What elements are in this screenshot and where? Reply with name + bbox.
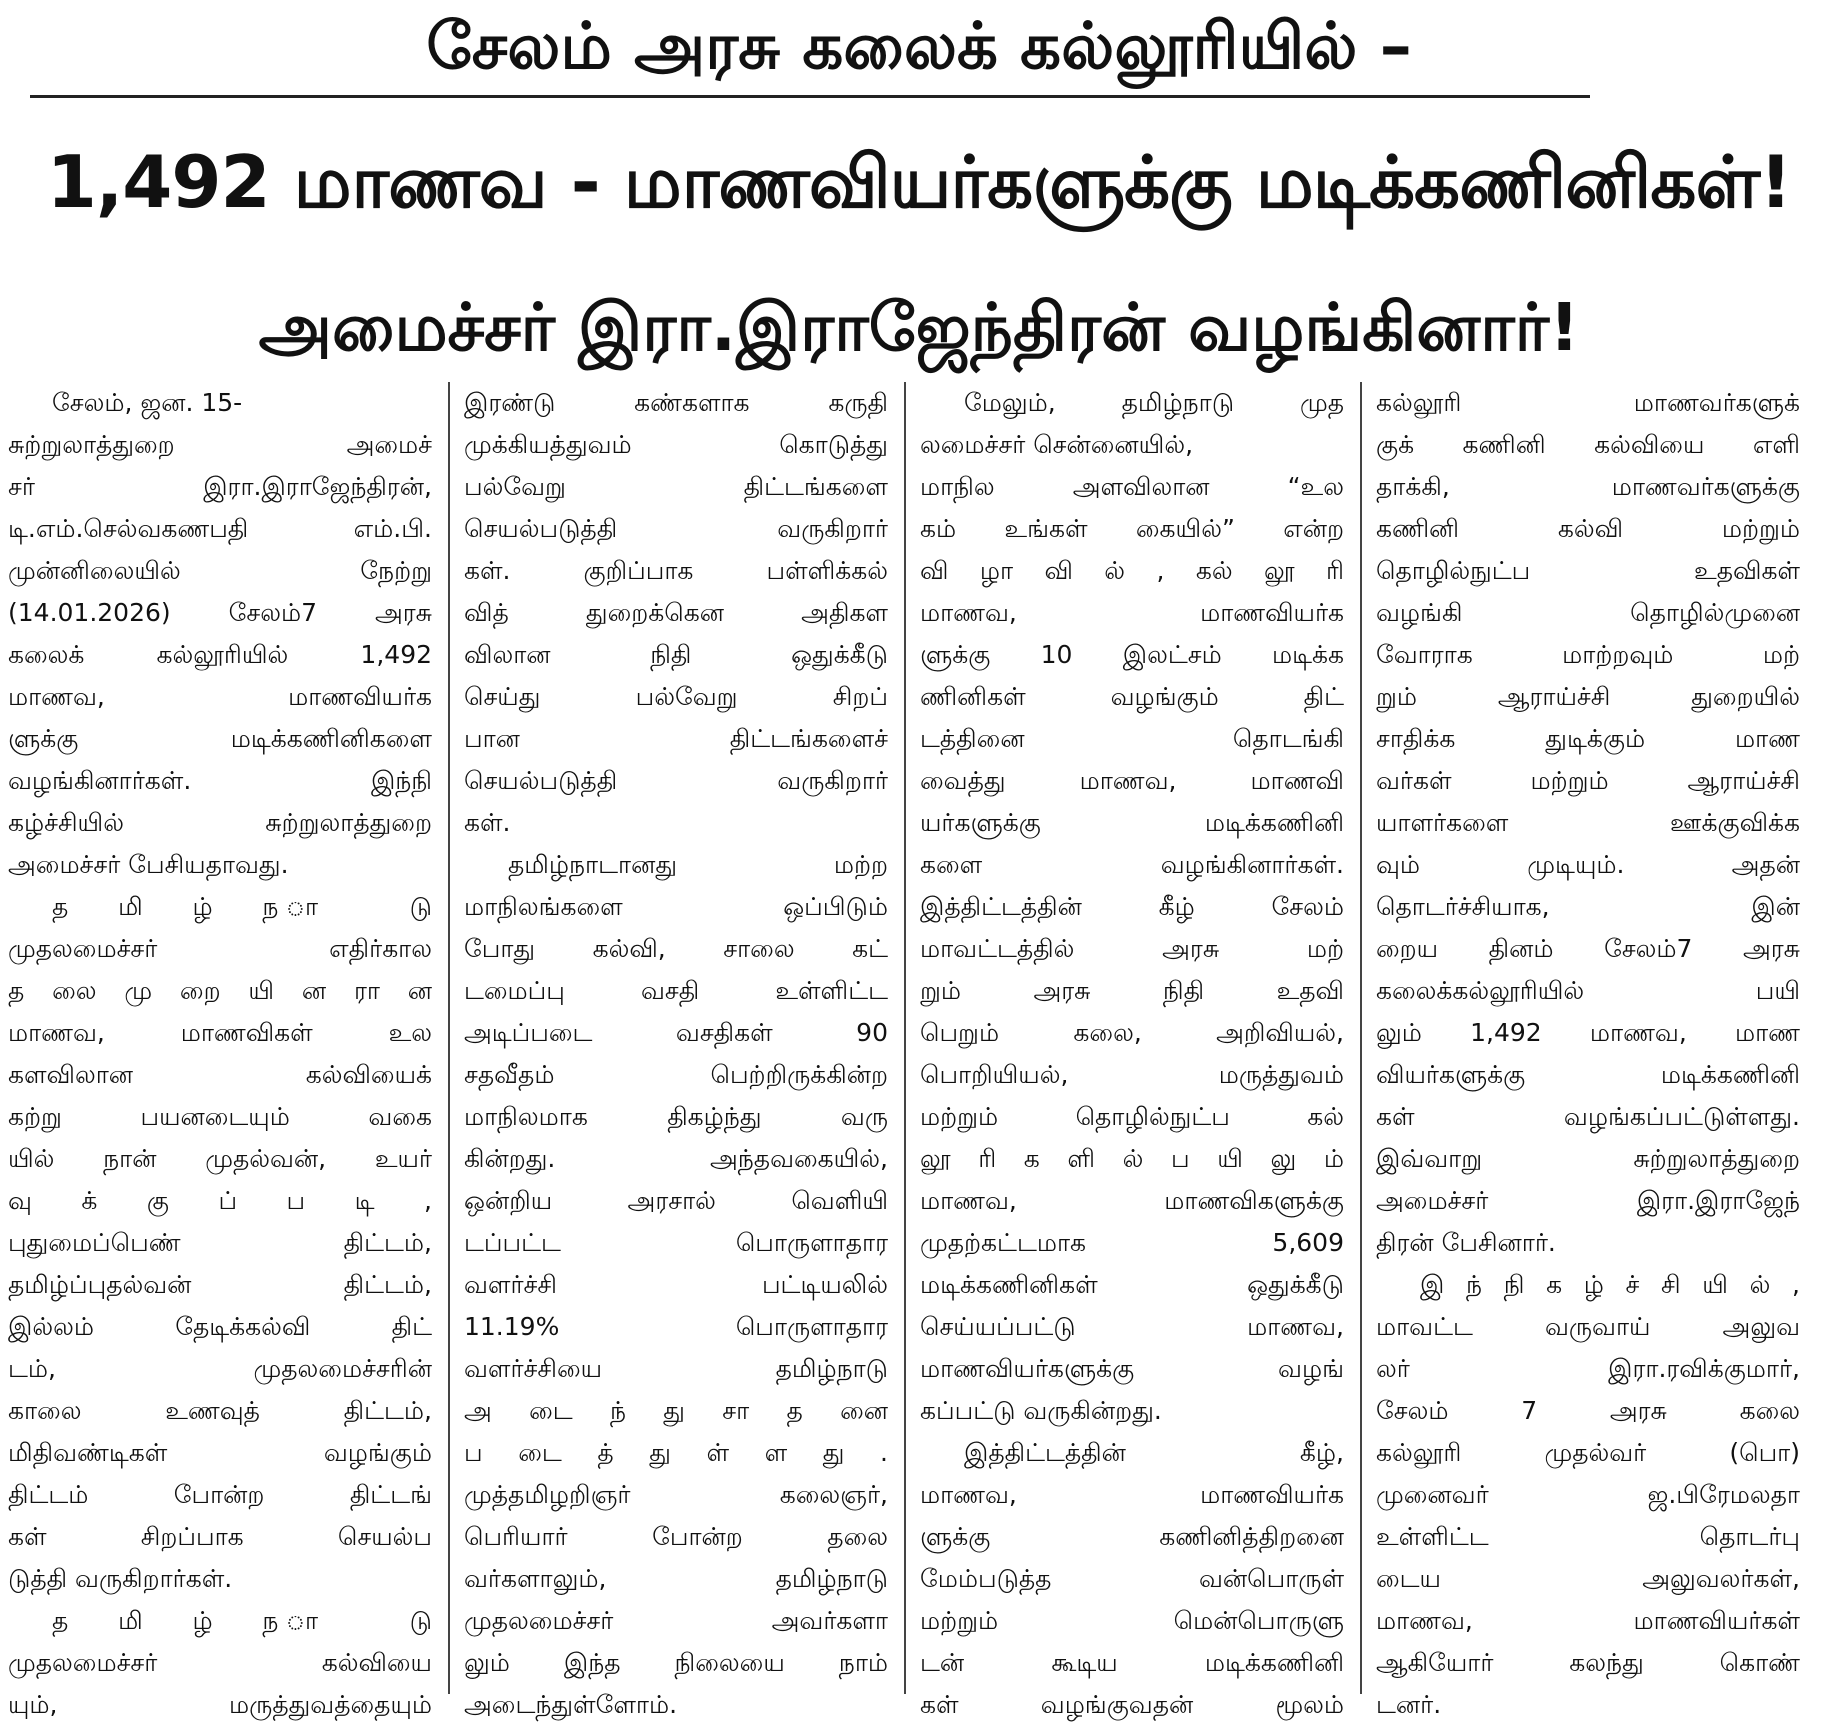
article-text-line: மாநிலங்களை ஒப்பிடும் — [464, 892, 888, 921]
article-text-line: பெரியார் போன்ற தலை — [464, 1522, 888, 1551]
article-text-line: கற்று பயனடையும் வகை — [8, 1102, 432, 1131]
article-text-line: செயல்படுத்தி வருகிறார் — [464, 766, 888, 795]
article-text-line: சதவீதம் பெற்றிருக்கின்ற — [464, 1060, 888, 1089]
article-text-line: கல்லூரி முதல்வர் (பொ) — [1376, 1438, 1800, 1467]
article-text-line: வழங்கி தொழில்முனை — [1376, 598, 1800, 627]
article-text-line: புதுமைப்பெண் திட்டம், — [8, 1228, 432, 1257]
article-text-line: தொடர்ச்சியாக, இன் — [1376, 892, 1800, 921]
article-text-line: மற்றும் மென்பொருளு — [920, 1606, 1344, 1635]
article-text-line: அமைச்சர் பேசியதாவது. — [8, 850, 289, 879]
article-kicker: சேலம் அரசு கலைக் கல்லூரியில் – — [426, 10, 1412, 84]
article-text-line: ளுக்கு கணினித்திறனை — [920, 1522, 1344, 1551]
article-text-line: டைய அலுவலர்கள், — [1376, 1564, 1800, 1593]
article-text-line: யில் நான் முதல்வன், உயர் — [8, 1144, 432, 1173]
article-text-line: மாணவ, மாணவியர்க — [920, 598, 1344, 627]
article-text-line: கள் சிறப்பாக செயல்ப — [8, 1522, 432, 1551]
article-text-line: வைத்து மாணவ, மாணவி — [920, 766, 1344, 795]
article-text-line: லும் 1,492 மாணவ, மாண — [1376, 1018, 1800, 1047]
article-text-line: விலான நிதி ஒதுக்கீடு — [464, 640, 888, 669]
article-text-line: வோராக மாற்றவும் மற் — [1376, 640, 1800, 669]
article-text-line: மாநிலமாக திகழ்ந்து வரு — [464, 1102, 888, 1131]
article-text-line: டன் கூடிய மடிக்கணினி — [920, 1648, 1344, 1677]
article-text-line: கலைக்கல்லூரியில் பயி — [1376, 976, 1800, 1005]
article-text-line: களை வழங்கினார்கள். — [920, 850, 1344, 879]
article-text-line: லூ ரி க ளி ல் ப யி லு ம் — [920, 1144, 1344, 1173]
article-text-line: லமைச்சர் சென்னையில், — [920, 430, 1194, 459]
article-text-line: காலை உணவுத் திட்டம், — [8, 1396, 432, 1425]
article-text-line: செய்யப்பட்டு மாணவ, — [920, 1312, 1344, 1341]
article-text-line: வளர்ச்சி பட்டியலில் — [464, 1270, 888, 1299]
article-text-line: மாணவ, மாணவியர்கள் — [1376, 1606, 1800, 1635]
article-text-line: குக் கணினி கல்வியை எளி — [1376, 430, 1800, 459]
article-text-line: கள் வழங்கப்பட்டுள்ளது. — [1376, 1102, 1800, 1131]
article-text-line: டத்தினை தொடங்கி — [920, 724, 1344, 753]
article-text-line: முதலமைச்சர் அவர்களா — [464, 1606, 888, 1635]
article-text-line: வியர்களுக்கு மடிக்கணினி — [1376, 1060, 1800, 1089]
article-text-line: யாளர்களை ஊக்குவிக்க — [1376, 808, 1800, 837]
article-text-line: வி ழா வி ல் , கல் லூ ரி — [920, 556, 1344, 585]
article-text-line: டப்பட்ட பொருளாதார — [464, 1228, 888, 1257]
article-text-line: அமைச்சர் இரா.இராஜேந் — [1376, 1186, 1800, 1215]
article-text-line: மற்றும் தொழில்நுட்ப கல் — [920, 1102, 1344, 1131]
article-text-line: ஆகியோர் கலந்து கொண் — [1376, 1648, 1800, 1677]
article-column-2 — [464, 382, 888, 1719]
article-text-line: சுற்றுலாத்துறை அமைச் — [8, 430, 432, 459]
article-text-line: பொறியியல், மருத்துவம் — [920, 1060, 1344, 1089]
article-text-line: யர்களுக்கு மடிக்கணினி — [920, 808, 1344, 837]
article-text-line: களவிலான கல்வியைக் — [8, 1060, 432, 1089]
article-text-line: வழங்கினார்கள். இந்நி — [8, 766, 432, 795]
article-text-line: (14.01.2026) சேலம்7 அரசு — [8, 598, 432, 627]
article-text-line: 11.19% பொருளாதார — [464, 1312, 888, 1341]
article-text-line: வும் முடியும். அதன் — [1376, 850, 1800, 879]
article-text-line: மாணவ, மாணவியர்க — [8, 682, 432, 711]
article-text-line: கள். — [464, 808, 511, 837]
article-text-line: யும், மருத்துவத்தையும் — [8, 1690, 432, 1719]
article-text-line: லும் இந்த நிலையை நாம் — [464, 1648, 888, 1677]
article-text-line: ப டை த் து ள் ள து . — [464, 1438, 888, 1467]
article-text-line: கழ்ச்சியில் சுற்றுலாத்துறை — [8, 808, 432, 837]
article-text-line: மேம்படுத்த வன்பொருள் — [920, 1564, 1344, 1593]
article-text-line: இல்லம் தேடிக்கல்வி திட் — [8, 1312, 432, 1341]
article-text-line: இத்திட்டத்தின் கீழ் சேலம் — [920, 892, 1344, 921]
article-text-line: சர் இரா.இராஜேந்திரன், — [8, 472, 432, 501]
article-subhead: அமைச்சர் இரா.இராஜேந்திரன் வழங்கினார்! — [258, 289, 1580, 366]
article-text-line: வர்கள் மற்றும் ஆராய்ச்சி — [1376, 766, 1800, 795]
article-text-line: செயல்படுத்தி வருகிறார் — [464, 514, 888, 543]
article-text-line: பான திட்டங்களைச் — [464, 724, 888, 753]
article-text-line: கலைக் கல்லூரியில் 1,492 — [8, 640, 432, 669]
article-text-line: மாணவ, மாணவிகள் உல — [8, 1018, 432, 1047]
article-text-line: முன்னிலையில் நேற்று — [8, 556, 432, 585]
article-text-line: வர்களாலும், தமிழ்நாடு — [464, 1564, 888, 1593]
article-text-line: கள். குறிப்பாக பள்ளிக்கல் — [464, 556, 888, 585]
article-text-line: ளுக்கு 10 இலட்சம் மடிக்க — [920, 640, 1344, 669]
article-text-line: மாநில அளவிலான “உல — [920, 472, 1344, 501]
article-text-line: முக்கியத்துவம் கொடுத்து — [464, 430, 888, 459]
article-text-line: டுத்தி வருகிறார்கள். — [8, 1564, 233, 1593]
article-column-1 — [8, 382, 432, 1719]
article-text-line: முதலமைச்சர் கல்வியை — [8, 1648, 432, 1677]
article-text-line: கள் வழங்குவதன் மூலம் — [920, 1690, 1344, 1719]
article-text-line: இ ந் நி க ழ் ச் சி யி ல் , — [1420, 1270, 1800, 1299]
article-text-line: மேலும், தமிழ்நாடு முத — [964, 388, 1344, 417]
article-column-3 — [920, 382, 1344, 1719]
article-text-line: ஒன்றிய அரசால் வெளியி — [464, 1186, 888, 1215]
column-divider — [448, 382, 450, 1694]
article-text-line: அடைந்துள்ளோம். — [464, 1690, 678, 1719]
article-text-line: போது கல்வி, சாலை கட் — [464, 934, 888, 963]
article-text-line: இரண்டு கண்களாக கருதி — [464, 388, 888, 417]
article-text-line: ணினிகள் வழங்கும் திட் — [920, 682, 1344, 711]
article-text-line: இவ்வாறு சுற்றுலாத்துறை — [1376, 1144, 1800, 1173]
article-text-line: மிதிவண்டிகள் வழங்கும் — [8, 1438, 432, 1467]
article-text-line: மாணவ, மாணவிகளுக்கு — [920, 1186, 1344, 1215]
article-text-line: ளுக்கு மடிக்கணினிகளை — [8, 724, 432, 753]
kicker-divider — [30, 95, 1590, 98]
article-text-line: தொழில்நுட்ப உதவிகள் — [1376, 556, 1800, 585]
article-text-line: செய்து பல்வேறு சிறப் — [464, 682, 888, 711]
article-text-line: இத்திட்டத்தின் கீழ், — [964, 1438, 1344, 1467]
article-text-line: மாவட்ட வருவாய் அலுவ — [1376, 1312, 1800, 1341]
article-text-line: பல்வேறு திட்டங்களை — [464, 472, 888, 501]
article-column-4 — [1376, 382, 1800, 1719]
article-text-line: வு க் கு ப் ப டி , — [8, 1186, 432, 1215]
article-text-line: திட்டம் போன்ற திட்டங் — [8, 1480, 432, 1509]
article-text-line: கப்பட்டு வருகின்றது. — [920, 1396, 1162, 1425]
article-text-line: மடிக்கணினிகள் ஒதுக்கீடு — [920, 1270, 1344, 1299]
article-text-line: கின்றது. அந்தவகையில், — [464, 1144, 888, 1173]
article-text-line: லர் இரா.ரவிக்குமார், — [1376, 1354, 1800, 1383]
article-text-line: முத்தமிழறிஞர் கலைஞர், — [464, 1480, 888, 1509]
article-text-line: டனர். — [1376, 1690, 1442, 1719]
article-text-line: டமைப்பு வசதி உள்ளிட்ட — [464, 976, 888, 1005]
article-body — [8, 382, 1838, 1719]
article-text-line: த லை மு றை யி ன ரா ன — [8, 976, 432, 1005]
article-text-line: தாக்கி, மாணவர்களுக்கு — [1376, 472, 1800, 501]
article-headline: 1,492 மாணவ - மாணவியர்களுக்கு மடிக்கணினிகள்! — [46, 140, 1792, 224]
article-text-line: வித் துறைக்கென அதிகள — [464, 598, 888, 627]
article-text-line: திரன் பேசினார். — [1376, 1228, 1556, 1257]
article-text-line: றும் அரசு நிதி உதவி — [920, 976, 1344, 1005]
article-text-line: முதற்கட்டமாக 5,609 — [920, 1228, 1344, 1257]
article-text-line: தமிழ்ப்புதல்வன் திட்டம், — [8, 1270, 432, 1299]
article-text-line: றைய தினம் சேலம்7 அரசு — [1376, 934, 1800, 963]
article-text-line: முதலமைச்சர் எதிர்கால — [8, 934, 432, 963]
column-divider — [1360, 382, 1362, 1694]
article-text-line: முனைவர் ஜ.பிரேமலதா — [1376, 1480, 1800, 1509]
article-text-line: அடிப்படை வசதிகள் 90 — [464, 1018, 888, 1047]
article-text-line: டி.எம்.செல்வகணபதி எம்.பி. — [8, 514, 432, 543]
article-text-line: கம் உங்கள் கையில்” என்ற — [920, 514, 1344, 543]
article-text-line: த மி ழ் ந ா டு — [52, 1606, 432, 1635]
article-text-line: உள்ளிட்ட தொடர்பு — [1376, 1522, 1800, 1551]
article-text-line: த மி ழ் ந ா டு — [52, 892, 432, 921]
article-text-line: மாவட்டத்தில் அரசு மற் — [920, 934, 1344, 963]
article-text-line: பெறும் கலை, அறிவியல், — [920, 1018, 1344, 1047]
article-text-line: சேலம், ஜன. 15- — [52, 388, 243, 417]
column-divider — [904, 382, 906, 1694]
article-text-line: கல்லூரி மாணவர்களுக் — [1376, 388, 1800, 417]
article-text-line: வளர்ச்சியை தமிழ்நாடு — [464, 1354, 888, 1383]
article-text-line: அ டை ந் து சா த னை — [464, 1396, 888, 1425]
article-text-line: மாணவியர்களுக்கு வழங் — [920, 1354, 1344, 1383]
article-text-line: சேலம் 7 அரசு கலை — [1376, 1396, 1800, 1425]
article-text-line: மாணவ, மாணவியர்க — [920, 1480, 1344, 1509]
article-text-line: கணினி கல்வி மற்றும் — [1376, 514, 1800, 543]
article-text-line: றும் ஆராய்ச்சி துறையில் — [1376, 682, 1800, 711]
article-text-line: சாதிக்க துடிக்கும் மாண — [1376, 724, 1800, 753]
article-text-line: தமிழ்நாடானது மற்ற — [508, 850, 888, 879]
article-text-line: டம், முதலமைச்சரின் — [8, 1354, 432, 1383]
